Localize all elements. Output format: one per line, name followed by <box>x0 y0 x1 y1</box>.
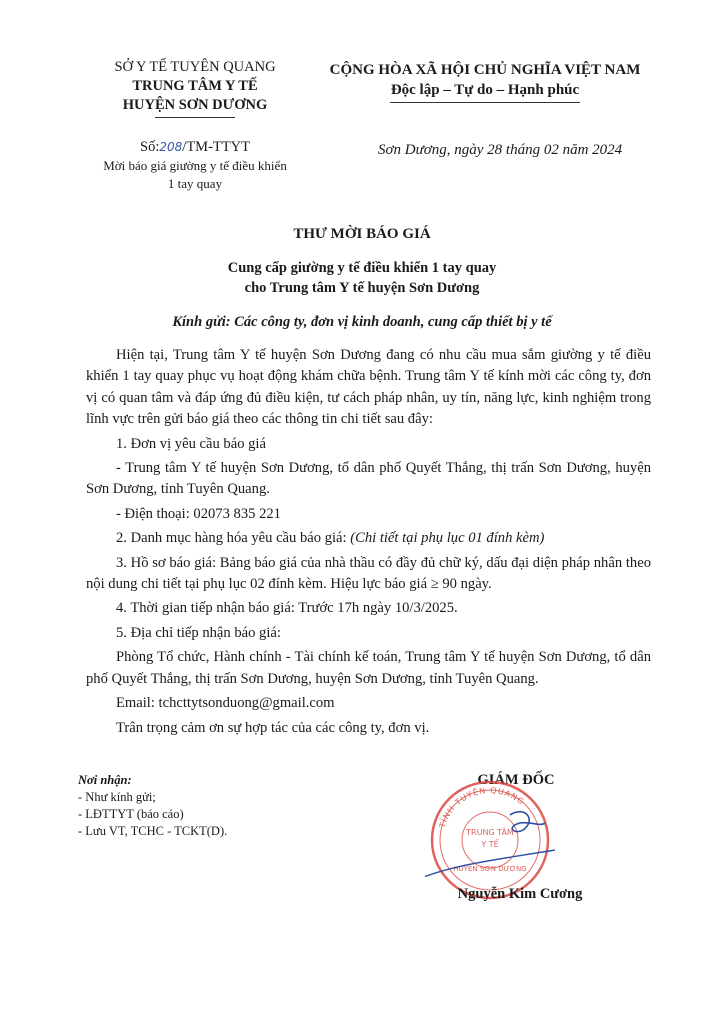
unit-name-line2: HUYỆN SƠN DƯƠNG <box>122 97 268 113</box>
doc-number: Số:208/TM-TTYT <box>140 139 250 155</box>
intro-paragraph: Hiện tại, Trung tâm Y tế huyện Sơn Dương đang có nhu cầu mua sắm giường y tế điều khiển 1 tay quay phục vụ hoạt động khám chữa bệnh. Trung tâm Y tế kính mời các công ty, đơn vị có quan tâm và đáp ứng đủ điều kiện, tư cách pháp nhân, uy tín, năng lực, kinh nghiệm trong lĩnh vực trên gửi báo giá theo các thông tin chi tiết sau đây: <box>86 347 651 428</box>
recipient-item: - Như kính gửi; <box>78 790 156 804</box>
nation-name: CỘNG HÒA XÃ HỘI CHỦ NGHĨA VIỆT NAM <box>329 62 641 78</box>
signer-name: Nguyễn Kim Cương <box>457 886 583 902</box>
recipients-list <box>78 772 328 840</box>
document-subtitle <box>0 258 724 298</box>
item-5: 5. Địa chỉ tiếp nhận báo giá: <box>116 624 281 641</box>
item-5-address: Phòng Tổ chức, Hành chính - Tài chính kế toán, Trung tâm Y tế huyện Sơn Dương, tổ dân phố Quyết Thắng, thị trấn Sơn Dương, huyện Sơn Dương, tỉnh Tuyên Quang. <box>86 649 651 687</box>
subtitle-line1: Cung cấp giường y tế điều khiển 1 tay quay <box>227 260 497 276</box>
svg-text:TRUNG TÂM: TRUNG TÂM <box>466 828 514 837</box>
item-3: 3. Hồ sơ báo giá: Bảng báo giá của nhà thầu có đầy đủ chữ ký, dấu đại diện pháp nhân theo nội dung chi tiết tại phụ lục 02 đính kèm. Hiệu lực báo giá ≥ 90 ngày. <box>86 554 651 593</box>
recipients-heading: Nơi nhận: <box>78 773 132 787</box>
unit-name-line1: TRUNG TÂM Y TẾ <box>132 78 258 94</box>
national-header <box>320 60 650 103</box>
agency-underline <box>155 117 235 118</box>
svg-text:TỈNH TUYÊN QUANG: TỈNH TUYÊN QUANG <box>437 785 527 829</box>
doc-number-block <box>70 138 320 193</box>
recipient-line: Kính gửi: Các công ty, đơn vị kinh doanh, cung cấp thiết bị y tế <box>172 314 552 330</box>
signer-position: GIÁM ĐỐC <box>477 772 555 788</box>
contact-email: Email: tchcttytsonduong@gmail.com <box>116 695 335 712</box>
recipient-item: - LĐTTYT (báo cáo) <box>78 807 184 821</box>
item-1-phone: - Điện thoại: 02073 835 221 <box>116 505 281 522</box>
subtitle-line2: cho Trung tâm Y tế huyện Sơn Dương <box>244 280 480 296</box>
motto-underline <box>390 102 580 103</box>
letter-body <box>86 345 651 742</box>
handwritten-number: 208 <box>159 140 183 154</box>
item-1: 1. Đơn vị yêu cầu báo giá <box>116 435 266 452</box>
issuing-agency-block <box>70 58 320 118</box>
doc-summary-line1: Mời báo giá giường y tế điều khiển <box>103 158 287 173</box>
svg-text:HUYỆN SƠN DƯƠNG: HUYỆN SƠN DƯƠNG <box>453 865 527 873</box>
svg-text:Y TẾ: Y TẾ <box>481 840 499 849</box>
national-motto: Độc lập – Tự do – Hạnh phúc <box>390 82 580 98</box>
document-title: THƯ MỜI BÁO GIÁ <box>293 226 431 242</box>
agency-name: SỞ Y TẾ TUYÊN QUANG <box>114 59 276 75</box>
closing-thanks: Trân trọng cảm ơn sự hợp tác của các công ty, đơn vị. <box>116 719 430 736</box>
item-2: 2. Danh mục hàng hóa yêu cầu báo giá: (Chi tiết tại phụ lục 01 đính kèm) <box>116 530 545 547</box>
item-4: 4. Thời gian tiếp nhận báo giá: Trước 17h ngày 10/3/2025. <box>116 600 458 617</box>
doc-summary-line2: 1 tay quay <box>167 176 223 191</box>
item-1-address: - Trung tâm Y tế huyện Sơn Dương, tổ dân phố Quyết Thắng, thị trấn Sơn Dương, huyện Sơn Dương, tỉnh Tuyên Quang. <box>86 460 651 498</box>
recipient-item: - Lưu VT, TCHC - TCKT(D). <box>78 824 228 838</box>
issue-date: Sơn Dương, ngày 28 tháng 02 năm 2024 <box>378 142 623 158</box>
item-2-note: (Chi tiết tại phụ lục 01 đính kèm) <box>350 530 545 547</box>
